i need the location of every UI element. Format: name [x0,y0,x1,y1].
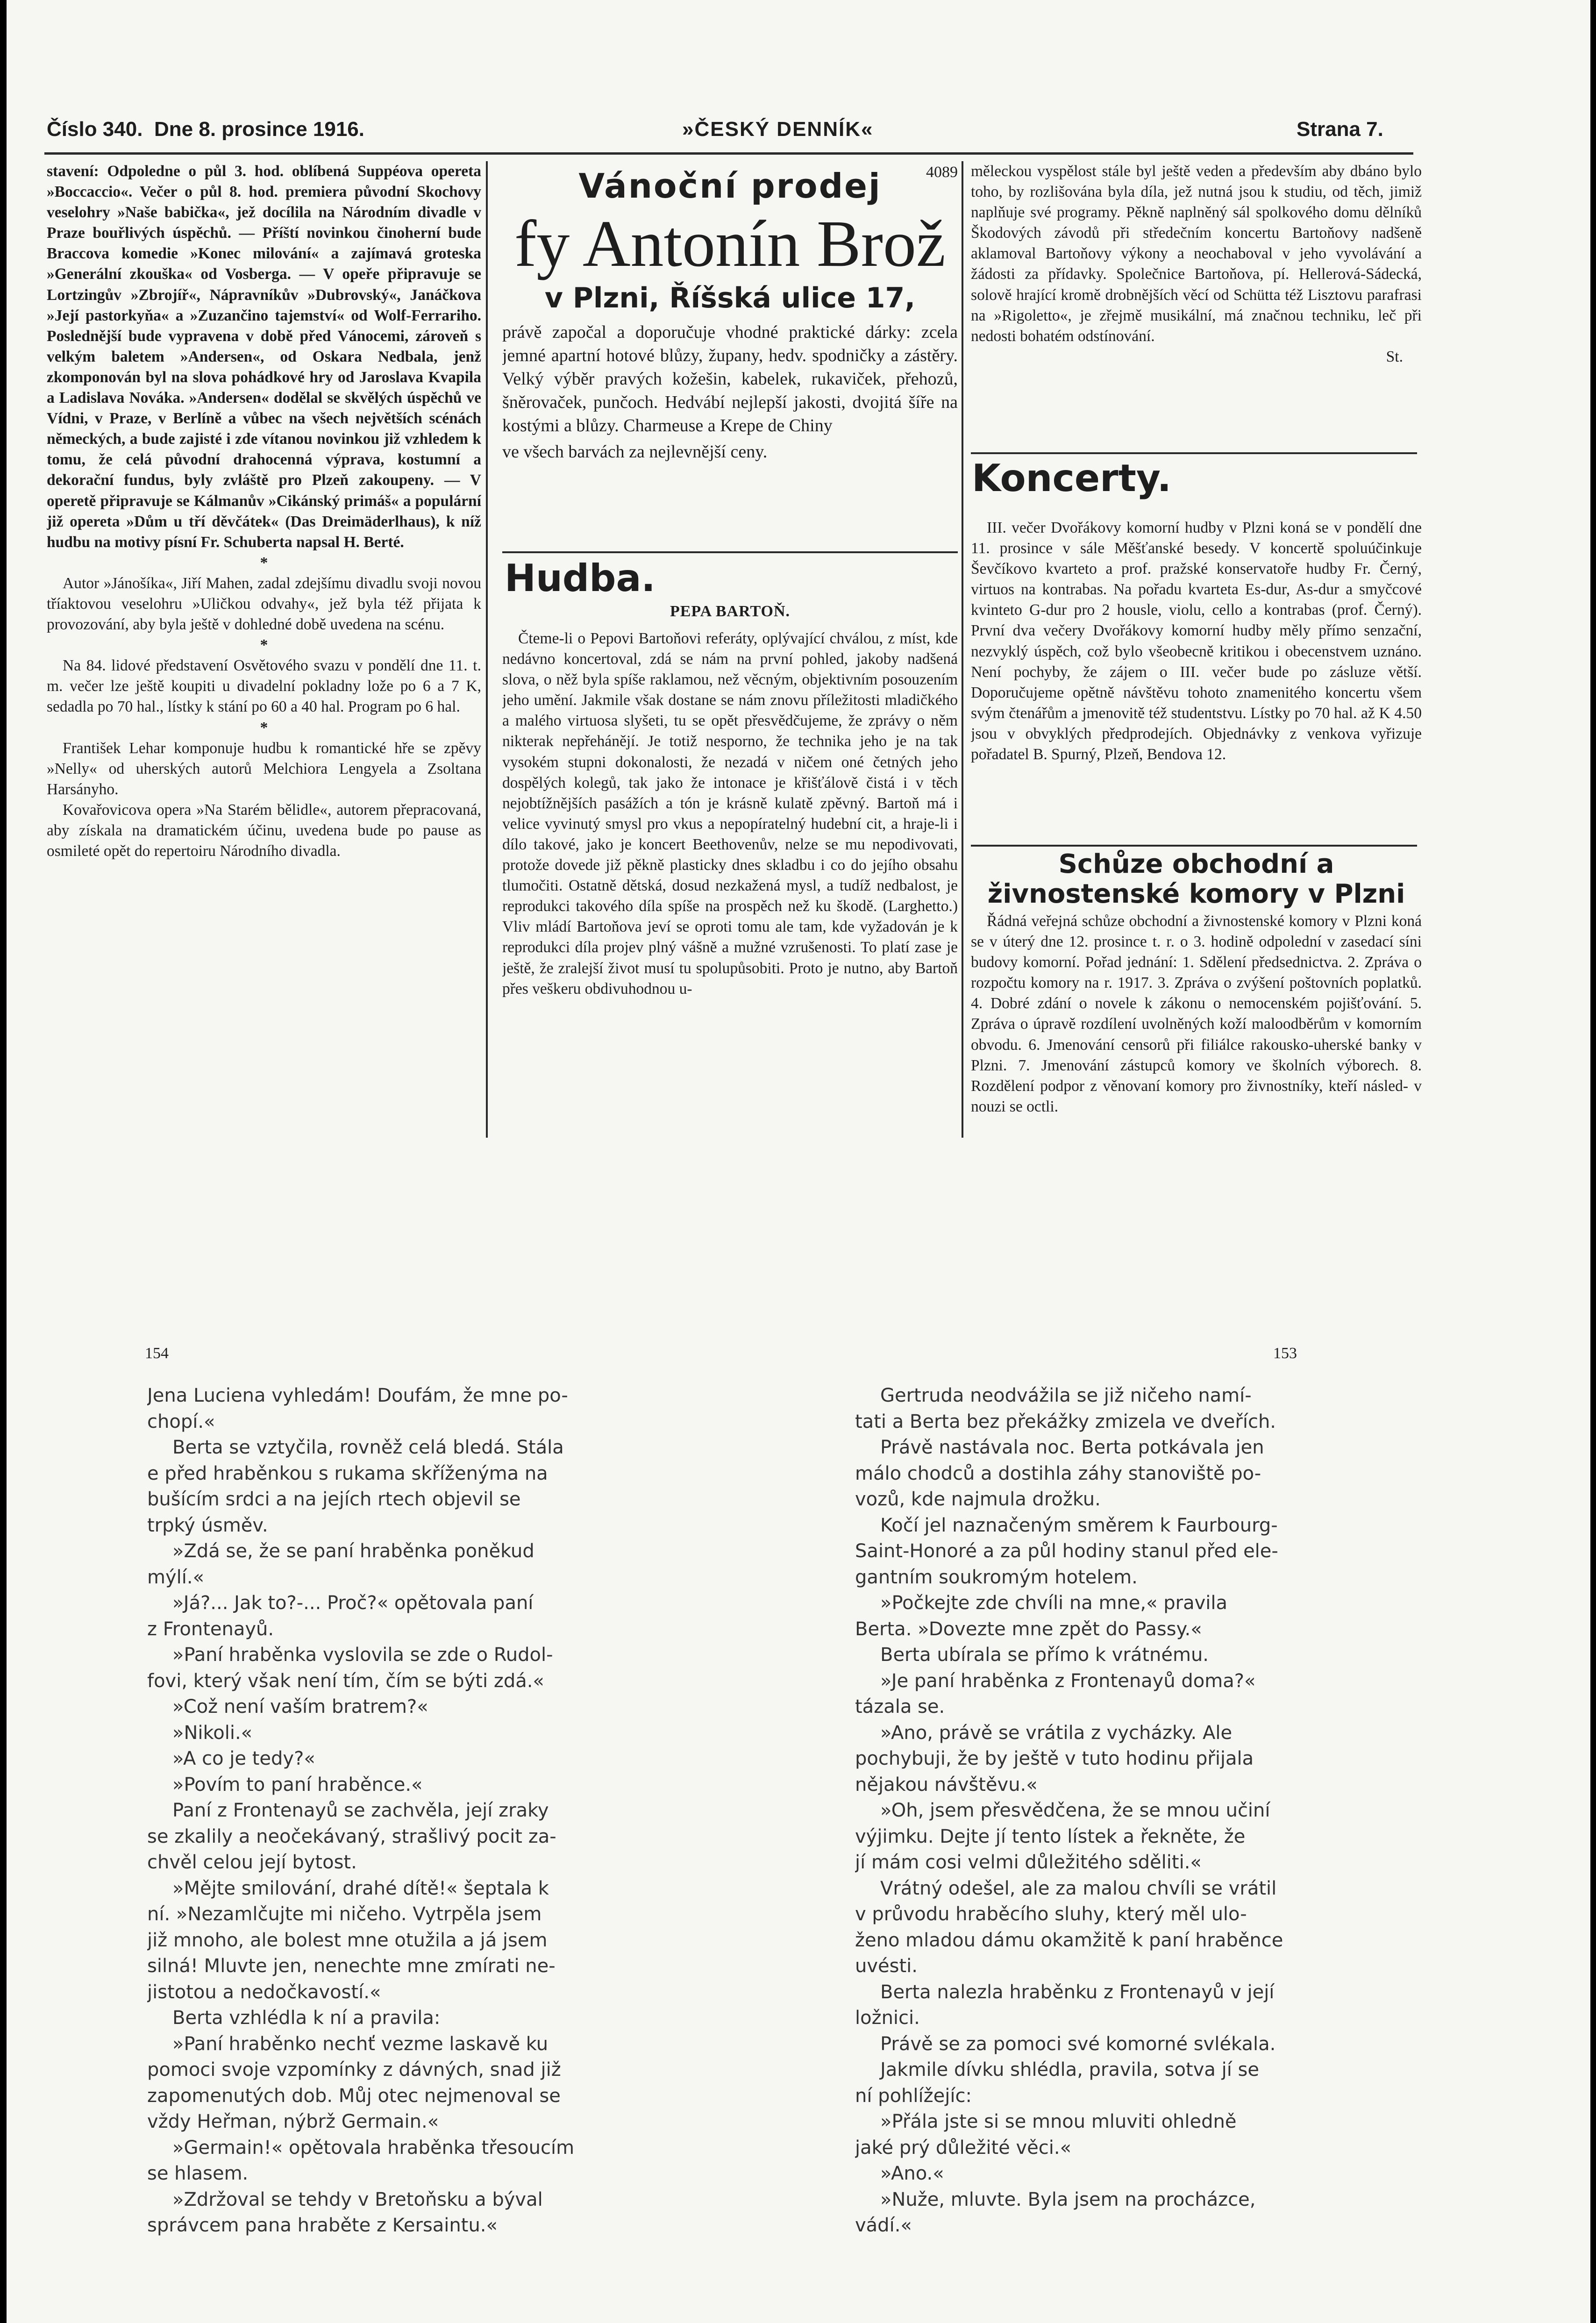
book-line: »Povím to paní hraběnce.« [172,1774,423,1796]
left-book-page-number: 154 [145,1345,169,1362]
book-line: se hlasem. [147,2163,249,2184]
book-line: Berta vzhlédla k ní a pravila: [172,2007,441,2029]
book-line: »Ano.« [880,2163,944,2184]
book-line: bušícím srdci a na jejích rtech objevil se [147,1489,521,1510]
book-line: »Nuže, mluvte. Byla jsem na procházce, [880,2188,1256,2210]
section-rule [971,845,1417,847]
ad-address: v Plzni, Říšská ulice 17, [544,282,916,314]
book-line: vozů, kde najmula drožku. [855,1489,1101,1510]
book-line: uvésti. [855,1955,918,1977]
book-line: »Mějte smilování, drahé dítě!« šeptala k [172,1877,549,1899]
ad-body-text: právě započal a doporučuje vhodné praktické dárky: zcela jemné apartní hotové blůzy, župany, hedv. spodničky a zástěry. Velký výběr pravých kožešin, kabelek, rukaviček, přehozů, šněrovaček, punčoch. Hedvábí nejlepší jakosti, dvojitá šíře na kostými a blůzy. Charmeuse a Krepe de Chiny [502,322,958,435]
book-line: »Což není vaším bratrem?« [172,1696,428,1717]
book-line: chopí.« [147,1411,215,1432]
column-rule-1 [486,161,488,1138]
lehar-paragraph: František Lehar komponuje hudbu k romantické hře se zpěvy »Nelly« od uherských autorů Melchiora Lengyela a Zsoltana Harsányho. [47,739,481,798]
ad-firm-name: fy Antonín Brož [514,207,946,280]
review-text: měleckou vyspělost stále byl ještě veden a především aby dbáno bylo toho, by rozlišována byla díla, jež nutná jsou k studiu, od těch, jimiž naplňuje své programy. Pěkně naplněný sál spolkového domu dělníků Škodových závodů při středečním koncertu Bartoňovy nadšeně aklamoval Bartoňovy výkony a neochaboval v jeho vyvolávání a žádosti za přídavky. Společnice Bartoňova, pí. Hellerová-Sádecká, solově hrající kromě drobnějších věcí od Schütta též Lisztovu parafrasi na »Rigoletto«, je zřejmě musikální, má značnou techniku, leč při nedosti bohatém odstínování. [971,163,1422,345]
right-book-page-number: 153 [1273,1345,1297,1362]
book-line: »Zdržoval se tehdy v Bretoňsku a býval [172,2188,543,2210]
book-line: z Frontenayů. [147,1618,274,1640]
book-line: »Já?... Jak to?-... Proč?« opětovala paní [172,1592,534,1614]
book-line: »Paní hraběnko nechť vezme laskavě ku [172,2033,549,2055]
left-book-page [147,1383,619,2261]
separator-star: * [260,719,268,736]
book-line: tázala se. [855,1696,945,1717]
hudba-heading: Hudba. [505,556,656,600]
book-line: Paní z Frontenayů se zachvěla, její zraky [172,1800,549,1821]
separator-star: * [260,554,268,571]
book-line: Saint-Honoré a za půl hodiny stanul před ele- [855,1540,1278,1562]
book-line: »Germain!« opětovala hraběnka třesoucím [172,2137,575,2159]
book-line: »A co je tedy?« [172,1748,315,1769]
theatre-news-column [47,161,481,1142]
right-book-page [855,1383,1350,2261]
review-continuation [971,161,1422,446]
schuze-heading: Schůze obchodní a živnostenské komory v Plzni [987,849,1405,909]
theatre-news-paragraph: stavení: Odpoledne o půl 3. hod. oblíbená Suppéova opereta »Boccaccio«. Večer o půl 8. hod. premiera původní Skochovy veselohry »Naše babička«, jež docílila na Národním divadle v Praze bouřlivých úspěchů. — Příští novinkou činoherní bude Braccova komedie »Konec milování« a zajímavá groteska »Generální zkouška« od Vosberga. — V opeře připravuje se Lortzingův »Zbrojíř«, Nápravníkův »Dubrovský«, Janáčkova »Její pastorkyňa« a »Zuzančino tajemství« od Wolf-Ferrariho. Poslednější bude vypravena v době před Vánocemi, zároveň s velkým baletem »Andersen«, od Oskara Nedbala, jenž zkomponován byl na slova pohádkové hry od Jaroslava Kvapila a Ladislava Nováka. »Andersen« dodělal se skvělých úspěchů ve Vídni, v Praze, v Berlíně a vůbec na všech největších scénách německých, a bude zajisté i zde vítanou novinkou již vzhledem k tomu, že celá původní drahocenná výprava, kostumní a dekorační fundus, byly zvláště pro Plzeň zakoupeny. — V operetě připravuje se Kálmanův »Cikánský primáš« a populární již opereta »Dům u tří děvčátek« (Das Dreimäderlhaus), k níž hudbu na motivy písní Fr. Schuberta napsal H. Berté. [47,163,481,551]
book-line: »Je paní hraběnka z Frontenayů doma?« [880,1670,1256,1692]
book-line: jaké prý důležité věci.« [855,2137,1072,2159]
issue-date: Dne 8. prosince 1916. [154,118,364,141]
book-line: »Paní hraběnka vyslovila se zde o Rudol- [172,1644,553,1666]
book-line: »Oh, jsem přesvědčena, že se mnou učiní [880,1800,1270,1821]
book-line: vždy Heřman, nýbrž Germain.« [147,2111,439,2132]
ad-bottom-rule [502,551,958,553]
ad-closing-line: ve všech barvách za nejlevnější ceny. [502,442,768,462]
section-rule [971,452,1417,454]
hudba-article [502,628,958,1140]
hudba-text: Čteme-li o Pepovi Bartoňovi referáty, oplývající chválou, z míst, kde nedávno koncertoval, zdá se nám na první pohled, jakoby nadšená slova, o něž byla spíše raklamou, než věcným, objektivním posouzením jeho umění. Jakmile však dostane se nám znovu příležitosti mladičkého a malého virtuosa slyšeti, tu se opět přesvědčujeme, že zprávy o něm nikterak nepřehánějí. Je totiž nesporno, že technika jeho je na tak vysokém stupni dokonalosti, že nezadá v ničem oné četných jeho dospělých kolegů, tak jako že intonace je křišťálově čistá i v těch nejobtížnějších pasážích a tón je krásně kulatě zpěvný. Bartoň má i velice vyvinutý smysl pro vkus a nepopíratelný hudební cit, a hraje-li i dílo takové, jako je koncert Beethovenův, nelze se mu nepodivovati, protože dovede již pěkně plasticky dnes skladbu i co do jejího obsahu tlumočiti. Ostatně dětská, dosud nezkažená mysl, a tudíž nedbalost, je reprodukci takového díla spíše na prospěch než ku škodě. (Larghetto.) Vliv mládí Bartoňova jeví se oproti tomu ale tam, kde vyžadován je k reprodukci díla projev plný vášně a mužné vzrušenosti. To platí zase je ještě, že zralejší život musí tu spolupůsobiti. Proto je nutno, aby Bartoň přes veškeru obdivuhodnou u- [502,630,958,998]
book-line: ženo mladou dámu okamžitě k paní hraběnce [855,1929,1283,1951]
book-line: Právě nastávala noc. Berta potkávala jen [880,1437,1264,1458]
book-line: Vrátný odešel, ale za malou chvíli se vrátil [880,1877,1277,1899]
book-line: málo chodců a dostihla záhy stanoviště po- [855,1462,1261,1484]
book-line: Berta se vztyčila, rovněž celá bledá. Stála [172,1437,564,1458]
issue-number: Číslo 340. [47,118,143,141]
book-line: tati a Berta bez překážky zmizela ve dveřích. [855,1411,1276,1432]
koncerty-text: III. večer Dvořákovy komorní hudby v Plzni koná se v pondělí dne 11. prosince v sále Měšťanské besedy. V koncertě spoluúčinkuje Ševčíkovo kvarteto a prof. pražské konservatoře hudby Fr. Černý, virtuos na kontrabas. Na pořadu kvarteta Es-dur, As-dur a smyčcové kvinteto G-dur pro 2 housle, violu, cello a kontrabas (prof. Černý). První dva večery Dvořákovy komorní hudby měly přímo senzační, nezvyklý úspěch, což bylo všeobecně kritikou i obecenstvem uznáno. Není pochyby, že zájem o III. večer bude po zásluze větší. Doporučujeme opětně návštěvu tohoto znamenitého koncertu všem svým čtenářům a jmenovitě též studentstvu. Lístky po 70 hal. až K 4.50 jsou v obvyklých předprodejích. Objednávky z venkova vyřizuje pořadatel B. Spurný, Plzeň, Bendova 12. [971,519,1422,763]
book-line: výjimku. Dejte jí tento lístek a řekněte, že [855,1825,1246,1847]
ad-number: 4089 [926,164,958,181]
book-line: v průvodu hraběcího sluhy, který měl ulo- [855,1903,1247,1925]
masthead: »ČESKÝ DENNÍK« [682,118,874,141]
column-rule-2 [962,161,963,1138]
book-line: Jena Luciena vyhledám! Doufám, že mne po- [147,1385,568,1406]
book-line: Kočí jel naznačeným směrem k Faurbourg- [880,1514,1278,1536]
book-line: gantním soukromým hotelem. [855,1566,1138,1588]
book-line: chvěl celou její bytost. [147,1852,357,1873]
separator-star: * [260,636,268,654]
koncerty-column [971,518,1422,842]
book-line: jí mám cosi velmi důležitého sděliti.« [855,1852,1202,1873]
book-line: se zkalily a neočekávaný, strašlivý pocit za- [147,1825,556,1847]
book-line: správcem pana hraběte z Kersaintu.« [147,2215,498,2236]
book-line: silná! Mluvte jen, nenechte mne zmírati ne- [147,1955,556,1977]
book-line: »Ano, právě se vrátila z vycházky. Ale [880,1722,1233,1744]
brož-advertisement [502,164,958,556]
book-line: zapomenutých dob. Můj otec nejmenoval se [147,2085,561,2107]
book-line: »Zdá se, že se paní hraběnka poněkud [172,1540,534,1562]
kovarovic-paragraph: Kovařovicova opera »Na Starém bělidle«, autorem přepracovaná, aby získala na dramatickém účinu, uvedena bude po pause as osmileté opět do repertoiru Národního divadla. [47,801,481,860]
koncerty-heading: Koncerty. [972,456,1172,500]
book-line: ní pohlížejíc: [855,2085,972,2107]
book-line: Gertruda neodvážila se již ničeho namí- [880,1385,1252,1406]
lidove-predstaveni-paragraph: Na 84. lidové představení Osvětového svazu v pondělí dne 11. t. m. večer lze ještě koupiti u divadelní pokladny lože po 6 a 7 K, sedadla po 70 hal., lístky k stání po 60 a 40 hal. Program po 6 hal. [47,657,481,716]
header-rule [44,152,1413,155]
book-line: trpký úsměv. [147,1514,268,1536]
hudba-byline: PEPA BARTOŇ. [670,603,791,620]
ad-headline: Vánoční prodej [578,166,882,206]
book-line: »Přála jste si se mnou mluviti ohledně [880,2111,1237,2132]
book-line: »Nikoli.« [172,1722,253,1744]
book-line: fovi, který však není tím, čím se býti zdá.« [147,1670,544,1692]
book-line: Právě se za pomoci své komorné svlékala. [880,2033,1276,2055]
book-line: pochybuji, že by ještě v tuto hodinu přijala [855,1748,1254,1769]
page-number: Strana 7. [1297,118,1383,141]
book-line: Berta nalezla hraběnku z Frontenayů v její [880,1981,1275,2003]
book-line: pomoci svoje vzpomínky z dávných, snad již [147,2059,561,2081]
book-line: e před hraběnkou s rukama skříženýma na [147,1462,548,1484]
book-line: »Počkejte zde chvíli na mne,« pravila [880,1592,1228,1614]
book-line: vádí.« [855,2215,912,2236]
book-line: mýlí.« [147,1566,205,1588]
book-line: již mnoho, ale bolest mne otužila a já jsem [147,1929,548,1951]
book-line: Jakmile dívku shlédla, pravila, sotva jí se [880,2059,1259,2081]
book-line: nějakou návštěvu.« [855,1774,1038,1796]
book-line: ní. »Nezamlčujte mi ničeho. Vytrpěla jsem [147,1903,542,1925]
book-line: Berta ubírala se přímo k vrátnému. [880,1644,1209,1666]
book-line: jistotou a nedočkavostí.« [147,1981,381,2003]
mahen-paragraph: Autor »Jánošíka«, Jiří Mahen, zadal zdejšímu divadlu svoji novou tříaktovou veselohru »Uličkou odvahy«, jež byla též přijata k provozování, aby byla ještě v dohledné době uvedena na scénu. [47,574,481,634]
review-signature: St. [1386,348,1403,365]
schuze-text: Řádná veřejná schůze obchodní a živnostenské komory v Plzni koná se v úterý dne 12. prosince t. r. o 3. hodině odpolední v zasedací síni budovy komorní. Pořad jednání: 1. Sdělení předsednictva. 2. Zpráva o rozpočtu komory na r. 1917. 3. Zpráva o zvýšení poštovních poplatků. 4. Dobré zdání o novele k zákonu o nemocenském pojišťování. 5. Zpráva o úpravě rozdílení uvolněných koží maloodběrům v komorním obvodu. 6. Jmenování censorů při filiálce rakousko-uherské banky v Plzni. 7. Jmenování zástupců komory ve školních výborech. 8. Rozdělení podpor z věnovaní komory pro živnostníky, kteří násled- v nouzi se octli. [971,912,1422,1115]
schuze-column [971,911,1422,1140]
book-line: Berta. »Dovezte mne zpět do Passy.« [855,1618,1202,1640]
book-line: ložnici. [855,2007,920,2029]
